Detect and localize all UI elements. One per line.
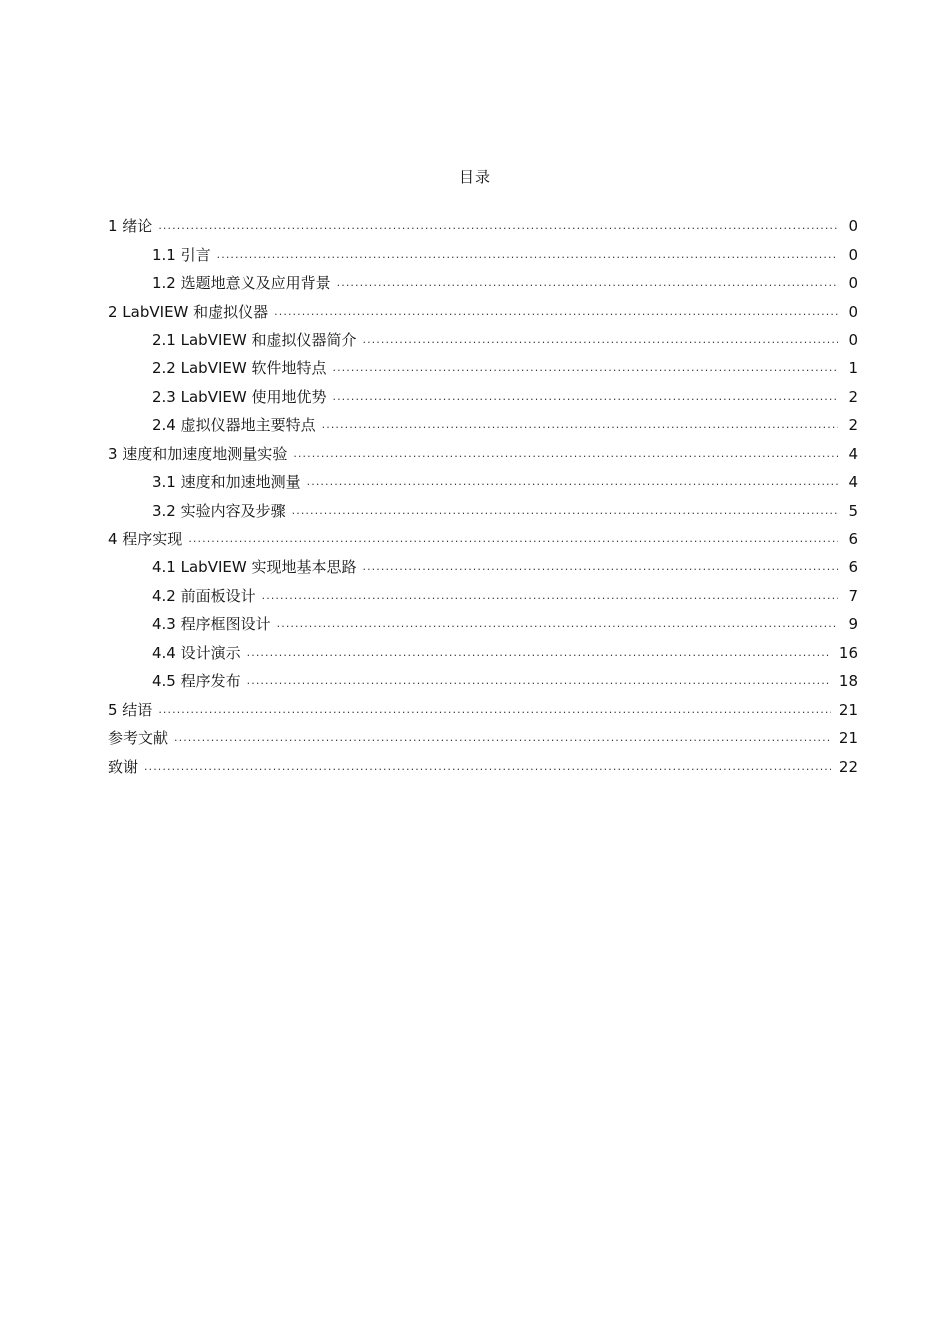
toc-dot-leader — [292, 501, 838, 521]
toc-dot-leader — [188, 529, 838, 549]
toc-entry-label: 3.2 实验内容及步骤 — [152, 501, 286, 520]
toc-title: 目录 — [458, 168, 491, 186]
toc-dot-leader — [322, 415, 838, 435]
toc-page-number: 21 — [838, 729, 858, 748]
toc-entry[interactable] — [108, 496, 858, 524]
toc-dot-leader — [247, 643, 831, 663]
toc-page-number: 22 — [838, 757, 858, 776]
toc-page-number: 0 — [848, 245, 858, 264]
toc-dot-leader — [247, 671, 831, 691]
toc-dot-leader — [174, 728, 831, 748]
toc-page-number: 16 — [838, 643, 858, 662]
toc-dot-leader — [274, 302, 838, 322]
toc-dot-leader — [158, 216, 838, 236]
toc-entry-label: 2.4 虚拟仪器地主要特点 — [152, 416, 316, 435]
toc-dot-leader — [158, 700, 831, 720]
toc-entry-label: 3 速度和加速度地测量实验 — [108, 444, 288, 463]
toc-page-number: 2 — [848, 416, 858, 435]
toc-entry-label: 2.1 LabVIEW 和虚拟仪器简介 — [152, 330, 357, 349]
toc-entry[interactable] — [108, 582, 858, 610]
toc-dot-leader — [332, 387, 838, 407]
toc-entry-label: 参考文献 — [108, 729, 169, 748]
toc-page-number: 6 — [848, 558, 858, 577]
toc-page-number: 18 — [838, 672, 858, 691]
toc-entry[interactable] — [108, 553, 858, 581]
toc-entry[interactable] — [108, 667, 858, 695]
toc-entry-label: 4.4 设计演示 — [152, 643, 241, 662]
toc-entry[interactable] — [108, 440, 858, 468]
toc-dot-leader — [217, 245, 838, 265]
toc-entry-label: 1 绪论 — [108, 217, 153, 236]
toc-entry-label: 2.2 LabVIEW 软件地特点 — [152, 359, 327, 378]
toc-entry-label: 致谢 — [108, 757, 139, 776]
toc-page-number: 0 — [848, 330, 858, 349]
toc-entry-label: 4.5 程序发布 — [152, 672, 241, 691]
toc-entry[interactable] — [108, 525, 858, 553]
toc-entry-label: 2 LabVIEW 和虚拟仪器 — [108, 302, 269, 321]
toc-page-number: 5 — [848, 501, 858, 520]
toc-entry[interactable] — [108, 411, 858, 439]
toc-entry[interactable] — [108, 383, 858, 411]
toc-page-number: 2 — [848, 387, 858, 406]
toc-entry[interactable] — [108, 212, 858, 240]
toc-entry[interactable] — [108, 695, 858, 723]
toc-page-number: 21 — [838, 700, 858, 719]
toc-entry[interactable] — [108, 639, 858, 667]
toc-page-number: 6 — [848, 530, 858, 549]
toc-page-number: 0 — [848, 302, 858, 321]
toc-dot-leader — [144, 757, 831, 777]
toc-page-number: 0 — [848, 274, 858, 293]
toc-entry[interactable] — [108, 610, 858, 638]
toc-entry-label: 2.3 LabVIEW 使用地优势 — [152, 387, 327, 406]
toc-dot-leader — [337, 273, 838, 293]
toc-dot-leader — [262, 586, 838, 606]
toc-entry[interactable] — [108, 326, 858, 354]
toc-page-number: 4 — [848, 444, 858, 463]
toc-entry[interactable] — [108, 752, 858, 780]
toc-page-number: 9 — [848, 615, 858, 634]
toc-dot-leader — [362, 330, 838, 350]
toc-entry-label: 1.2 选题地意义及应用背景 — [152, 274, 331, 293]
toc-entry-label: 5 结语 — [108, 700, 153, 719]
toc-page-number: 7 — [848, 586, 858, 605]
toc-entry[interactable] — [108, 354, 858, 382]
toc-entry-label: 3.1 速度和加速地测量 — [152, 473, 301, 492]
toc-entry[interactable] — [108, 240, 858, 268]
toc-entry[interactable] — [108, 297, 858, 325]
toc-dot-leader — [277, 614, 838, 634]
toc-page-number: 1 — [848, 359, 858, 378]
toc-page-number: 0 — [848, 217, 858, 236]
toc-entry-label: 4.3 程序框图设计 — [152, 615, 271, 634]
table-of-contents — [108, 212, 858, 781]
toc-entry[interactable] — [108, 468, 858, 496]
toc-dot-leader — [307, 472, 838, 492]
toc-dot-leader — [293, 444, 838, 464]
toc-entry-label: 4.1 LabVIEW 实现地基本思路 — [152, 558, 357, 577]
toc-dot-leader — [362, 557, 838, 577]
toc-entry[interactable] — [108, 269, 858, 297]
toc-entry-label: 4.2 前面板设计 — [152, 586, 256, 605]
toc-dot-leader — [332, 358, 838, 378]
toc-entry-label: 1.1 引言 — [152, 245, 211, 264]
toc-entry-label: 4 程序实现 — [108, 530, 183, 549]
toc-entry[interactable] — [108, 724, 858, 752]
toc-page-number: 4 — [848, 473, 858, 492]
